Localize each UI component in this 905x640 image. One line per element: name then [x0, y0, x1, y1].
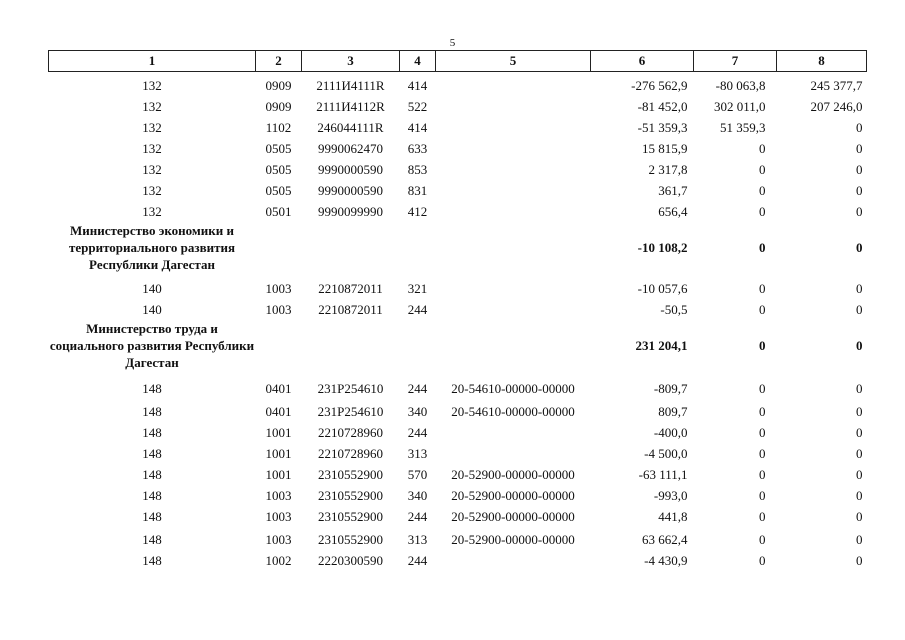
cell-col-6: -4 430,9	[644, 553, 688, 568]
cell-col-8: 0	[856, 488, 863, 503]
table-row	[49, 296, 867, 317]
cell-col-4: 244	[407, 381, 428, 396]
cell-col-2: 1001	[265, 446, 292, 461]
cell-col-3: 2210872011	[318, 281, 383, 296]
cell-col-2: 1003	[265, 532, 292, 547]
cell-col-3: 231P254610	[317, 404, 384, 419]
cell-col-3: 2210728960	[318, 425, 383, 440]
header-cell-7: 7	[694, 51, 777, 72]
cell-col-2: 1002	[265, 553, 292, 568]
cell-col-3: 2310552900	[318, 467, 383, 482]
cell-col-5	[436, 419, 591, 440]
cell-col-2: 1003	[265, 302, 292, 317]
cell-col-6: 361,7	[658, 183, 688, 198]
cell-col-4: 340	[407, 404, 428, 419]
cell-col-6: -993,0	[653, 488, 688, 503]
cell-col-7: 0	[759, 532, 766, 547]
header-cell-4: 4	[400, 51, 436, 72]
cell-col-4: 570	[407, 467, 428, 482]
cell-col-7: 0	[759, 553, 766, 568]
cell-col-5: 20-54610-00000-00000	[451, 404, 575, 419]
cell-col-2: 0401	[265, 404, 292, 419]
cell-col-8: 0	[856, 404, 863, 419]
cell-col-1: 132	[142, 99, 162, 114]
cell-col-8: 0	[856, 183, 863, 198]
cell-col-2: 1001	[265, 425, 292, 440]
cell-col-3: 9990000590	[318, 183, 383, 198]
cell-col-8: 0	[856, 381, 863, 396]
cell-col-8: 0	[856, 239, 863, 255]
cell-col-5	[436, 275, 591, 296]
cell-col-1: 132	[142, 141, 162, 156]
header-row	[49, 51, 867, 72]
table-row	[49, 440, 867, 461]
cell-col-6: -50,5	[660, 302, 688, 317]
cell-col-7: -80 063,8	[715, 78, 766, 93]
cell-col-1: 148	[142, 404, 162, 419]
cell-col-1: 140	[142, 281, 162, 296]
cell-col-2: 1003	[265, 509, 292, 524]
ministry-name: Министерство труда и социального развития Республики Дагестан	[49, 320, 255, 370]
cell-col-6: -51 359,3	[637, 120, 688, 135]
cell-col-4: 853	[407, 162, 428, 177]
cell-col-5	[436, 93, 591, 114]
table-header	[49, 51, 867, 72]
table-row	[49, 72, 867, 94]
cell-col-6: -4 500,0	[644, 446, 688, 461]
ministry-name: Министерство экономики и территориального развития Республики Дагестан	[68, 222, 236, 272]
empty-cell	[302, 317, 400, 373]
cell-col-7: 0	[759, 446, 766, 461]
cell-col-3: 2210728960	[318, 446, 383, 461]
table-row	[49, 482, 867, 503]
cell-col-5: 20-52900-00000-00000	[451, 532, 575, 547]
cell-col-8: 0	[856, 141, 863, 156]
cell-col-3: 2310552900	[318, 488, 383, 503]
cell-col-1: 148	[142, 488, 162, 503]
cell-col-7: 0	[759, 281, 766, 296]
cell-col-7: 0	[759, 404, 766, 419]
page-number: 5	[449, 37, 456, 49]
cell-col-3: 2310552900	[318, 532, 383, 547]
cell-col-4: 244	[407, 425, 428, 440]
cell-col-2: 1003	[265, 488, 292, 503]
cell-col-4: 244	[407, 302, 428, 317]
cell-col-6: -10 108,2	[637, 239, 688, 255]
empty-cell	[436, 317, 591, 373]
cell-col-6: 63 662,4	[642, 532, 688, 547]
cell-col-4: 313	[407, 446, 428, 461]
cell-col-1: 148	[142, 425, 162, 440]
cell-col-4: 340	[407, 488, 428, 503]
cell-col-5	[436, 198, 591, 219]
cell-col-1: 132	[142, 120, 162, 135]
empty-cell	[256, 219, 302, 275]
cell-col-4: 244	[407, 509, 428, 524]
cell-col-7: 51 359,3	[720, 120, 766, 135]
cell-col-8: 0	[856, 204, 863, 219]
empty-cell	[302, 219, 400, 275]
header-cell-3: 3	[302, 51, 400, 72]
header-cell-1: 1	[49, 51, 256, 72]
cell-col-2: 1003	[265, 281, 292, 296]
cell-col-6: -276 562,9	[631, 78, 688, 93]
table-row	[49, 503, 867, 524]
table-row	[49, 135, 867, 156]
table-row	[49, 114, 867, 135]
empty-cell	[400, 219, 436, 275]
cell-col-2: 1102	[265, 120, 292, 135]
cell-col-6: -63 111,1	[638, 467, 688, 482]
cell-col-7: 302 011,0	[713, 99, 766, 114]
cell-col-1: 148	[142, 532, 162, 547]
cell-col-8: 0	[856, 281, 863, 296]
cell-col-4: 244	[407, 553, 428, 568]
cell-col-8: 0	[856, 467, 863, 482]
cell-col-5	[436, 72, 591, 94]
table-row	[49, 156, 867, 177]
cell-col-6: -400,0	[653, 425, 688, 440]
cell-col-8: 0	[856, 446, 863, 461]
cell-col-6: 231 204,1	[635, 337, 688, 353]
table-row	[49, 547, 867, 568]
cell-col-5	[436, 296, 591, 317]
cell-col-7: 0	[759, 337, 766, 353]
cell-col-3: 9990000590	[318, 162, 383, 177]
cell-col-2: 0505	[265, 162, 292, 177]
cell-col-3: 9990099990	[318, 204, 383, 219]
cell-col-6: 2 317,8	[648, 162, 688, 177]
cell-col-8: 0	[856, 509, 863, 524]
cell-col-8: 0	[856, 532, 863, 547]
cell-col-3: 2111И4111R	[316, 78, 385, 93]
cell-col-3: 9990062470	[318, 141, 383, 156]
cell-col-4: 313	[407, 532, 428, 547]
header-cell-6: 6	[591, 51, 694, 72]
cell-col-2: 0401	[265, 381, 292, 396]
table-row	[49, 419, 867, 440]
cell-col-7: 0	[759, 381, 766, 396]
cell-col-3: 2220300590	[318, 553, 383, 568]
cell-col-4: 633	[407, 141, 428, 156]
table-row	[49, 396, 867, 419]
cell-col-1: 132	[142, 204, 162, 219]
cell-col-2: 0505	[265, 183, 292, 198]
cell-col-6: 656,4	[658, 204, 688, 219]
table-row	[49, 373, 867, 396]
cell-col-3: 2310552900	[318, 509, 383, 524]
cell-col-8: 207 246,0	[810, 99, 863, 114]
cell-col-8: 245 377,7	[810, 78, 863, 93]
cell-col-5: 20-52900-00000-00000	[451, 488, 575, 503]
cell-col-1: 132	[142, 183, 162, 198]
cell-col-2: 1001	[265, 467, 292, 482]
cell-col-6: 809,7	[658, 404, 688, 419]
ministry-row	[49, 317, 867, 373]
budget-table	[48, 50, 867, 568]
empty-cell	[436, 219, 591, 275]
cell-col-4: 414	[407, 120, 428, 135]
table-row	[49, 93, 867, 114]
cell-col-7: 0	[759, 302, 766, 317]
cell-col-5	[436, 156, 591, 177]
header-cell-5: 5	[436, 51, 591, 72]
cell-col-6: -809,7	[653, 381, 688, 396]
cell-col-4: 414	[407, 78, 428, 93]
cell-col-7: 0	[759, 141, 766, 156]
cell-col-8: 0	[856, 337, 863, 353]
cell-col-8: 0	[856, 425, 863, 440]
cell-col-2: 0501	[265, 204, 292, 219]
table-row	[49, 524, 867, 547]
cell-col-4: 412	[407, 204, 428, 219]
cell-col-6: 441,8	[658, 509, 688, 524]
cell-col-3: 246044111R	[317, 120, 384, 135]
cell-col-6: -81 452,0	[637, 99, 688, 114]
cell-col-5: 20-52900-00000-00000	[451, 467, 575, 482]
cell-col-5: 20-54610-00000-00000	[451, 381, 575, 396]
cell-col-8: 0	[856, 120, 863, 135]
table-body	[49, 72, 867, 569]
cell-col-7: 0	[759, 183, 766, 198]
cell-col-1: 148	[142, 553, 162, 568]
table-row	[49, 177, 867, 198]
cell-col-3: 2210872011	[318, 302, 383, 317]
cell-col-2: 0505	[265, 141, 292, 156]
cell-col-5	[436, 547, 591, 568]
empty-cell	[256, 317, 302, 373]
cell-col-5: 20-52900-00000-00000	[451, 509, 575, 524]
table-row	[49, 275, 867, 296]
table-row	[49, 198, 867, 219]
cell-col-7: 0	[759, 467, 766, 482]
ministry-row	[49, 219, 867, 275]
cell-col-5	[436, 440, 591, 461]
cell-col-7: 0	[759, 204, 766, 219]
cell-col-8: 0	[856, 553, 863, 568]
cell-col-8: 0	[856, 162, 863, 177]
cell-col-4: 522	[407, 99, 428, 114]
cell-col-3: 2111И4112R	[316, 99, 385, 114]
cell-col-1: 132	[142, 78, 162, 93]
cell-col-6: -10 057,6	[637, 281, 688, 296]
table-row	[49, 461, 867, 482]
cell-col-7: 0	[759, 425, 766, 440]
cell-col-1: 148	[142, 509, 162, 524]
cell-col-6: 15 815,9	[642, 141, 688, 156]
header-cell-2: 2	[256, 51, 302, 72]
cell-col-1: 148	[142, 381, 162, 396]
cell-col-5	[436, 114, 591, 135]
cell-col-7: 0	[759, 162, 766, 177]
cell-col-1: 148	[142, 467, 162, 482]
cell-col-7: 0	[759, 488, 766, 503]
cell-col-5	[436, 135, 591, 156]
cell-col-4: 831	[407, 183, 428, 198]
cell-col-1: 132	[142, 162, 162, 177]
cell-col-5	[436, 177, 591, 198]
header-cell-8: 8	[777, 51, 867, 72]
cell-col-1: 148	[142, 446, 162, 461]
cell-col-7: 0	[759, 509, 766, 524]
empty-cell	[400, 317, 436, 373]
cell-col-3: 231P254610	[317, 381, 384, 396]
cell-col-1: 140	[142, 302, 162, 317]
cell-col-7: 0	[759, 239, 766, 255]
cell-col-2: 0909	[265, 78, 292, 93]
cell-col-8: 0	[856, 302, 863, 317]
cell-col-2: 0909	[265, 99, 292, 114]
cell-col-4: 321	[407, 281, 428, 296]
